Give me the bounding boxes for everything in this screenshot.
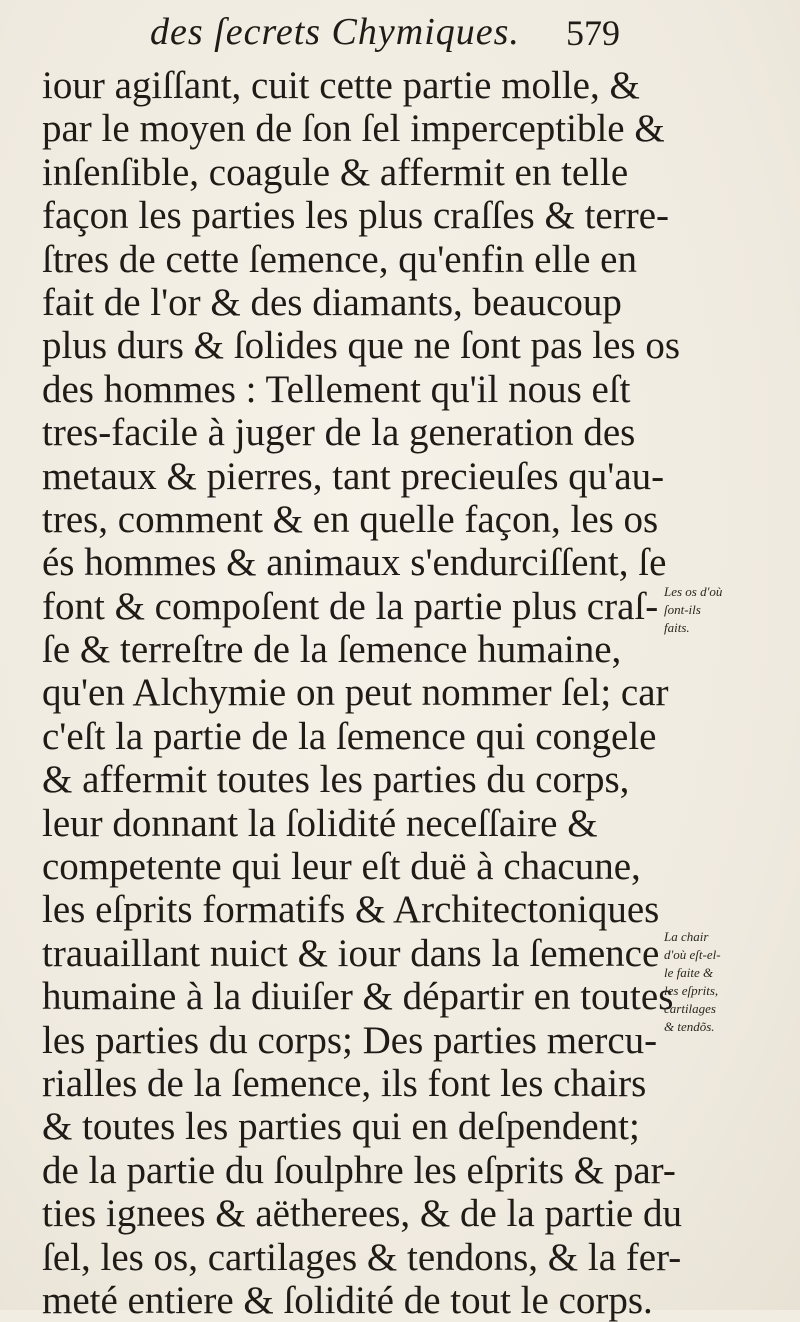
text-line: façon les parties les plus craſſes & terre- bbox=[42, 194, 669, 238]
text-line: & toutes les parties qui en deſpendent; bbox=[42, 1105, 640, 1149]
running-head bbox=[150, 10, 620, 60]
text-line: fait de l'or & des diamants, beaucoup bbox=[42, 280, 622, 324]
margin-note-line: d'où eſt-el- bbox=[664, 947, 721, 962]
text-line: tres-facile à juger de la generation des bbox=[42, 411, 636, 455]
text-line: meté entiere & ſolidité de tout le corps. bbox=[42, 1278, 653, 1322]
text-line: font & compoſent de la partie plus craſ- bbox=[42, 584, 659, 628]
text-line: tres, comment & en quelle façon, les os bbox=[42, 497, 659, 541]
text-line: trauaillant nuict & iour dans la ſemence bbox=[42, 931, 660, 975]
margin-note-line: cartilages bbox=[664, 1001, 716, 1016]
text-line: ſtres de cette ſemence, qu'enfin elle en bbox=[42, 237, 637, 281]
text-line: plus durs & ſolides que ne ſont pas les os bbox=[42, 324, 681, 368]
page-number: 579 bbox=[566, 13, 620, 53]
text-line: & affermit toutes les parties du corps, bbox=[42, 758, 630, 802]
body-text bbox=[42, 64, 682, 1322]
margin-note-line: & tendõs. bbox=[664, 1019, 715, 1034]
text-line: ſel, les os, cartilages & tendons, & la fer- bbox=[42, 1235, 682, 1279]
text-line: les eſprits formatifs & Architectoniques bbox=[42, 888, 660, 932]
text-line: les parties du corps; Des parties mercu- bbox=[42, 1018, 658, 1062]
margin-note-bones bbox=[664, 583, 796, 637]
margin-note-flesh bbox=[664, 928, 796, 1036]
margin-note-line: ſont-ils bbox=[664, 602, 701, 617]
margin-note-line: faits. bbox=[664, 620, 690, 635]
text-line: par le moyen de ſon ſel imperceptible & bbox=[42, 107, 665, 151]
text-line: leur donnant la ſolidité neceſſaire & bbox=[42, 801, 598, 845]
text-line: inſenſible, coagule & affermit en telle bbox=[42, 150, 629, 194]
running-title: des ſecrets Chymiques. bbox=[150, 11, 520, 53]
text-line: des hommes : Tellement qu'il nous eſt bbox=[42, 367, 631, 411]
margin-note-line: La chair bbox=[664, 929, 709, 944]
text-line: qu'en Alchymie on peut nommer ſel; car bbox=[42, 671, 669, 715]
text-line: rialles de la ſemence, ils font les chairs bbox=[42, 1061, 647, 1105]
text-line: humaine à la diuiſer & départir en toutes bbox=[42, 975, 674, 1019]
text-line: ſe & terreſtre de la ſemence humaine, bbox=[42, 628, 622, 672]
text-line: és hommes & animaux s'endurciſſent, ſe bbox=[42, 541, 667, 585]
margin-note-line: Les os d'où bbox=[664, 584, 723, 599]
margin-note-line: les eſprits, bbox=[664, 983, 719, 998]
text-line: competente qui leur eſt duë à chacune, bbox=[42, 845, 641, 889]
margin-note-line: le faite & bbox=[664, 965, 714, 980]
text-line: ties ignees & aëtherees, & de la partie du bbox=[42, 1192, 682, 1236]
text-line: metaux & pierres, tant precieuſes qu'au- bbox=[42, 454, 665, 498]
text-line: de la partie du ſoulphre les eſprits & par- bbox=[42, 1148, 676, 1192]
text-line: c'eſt la partie de la ſemence qui congele bbox=[42, 714, 657, 758]
text-line: iour agiſſant, cuit cette partie molle, & bbox=[42, 64, 640, 107]
